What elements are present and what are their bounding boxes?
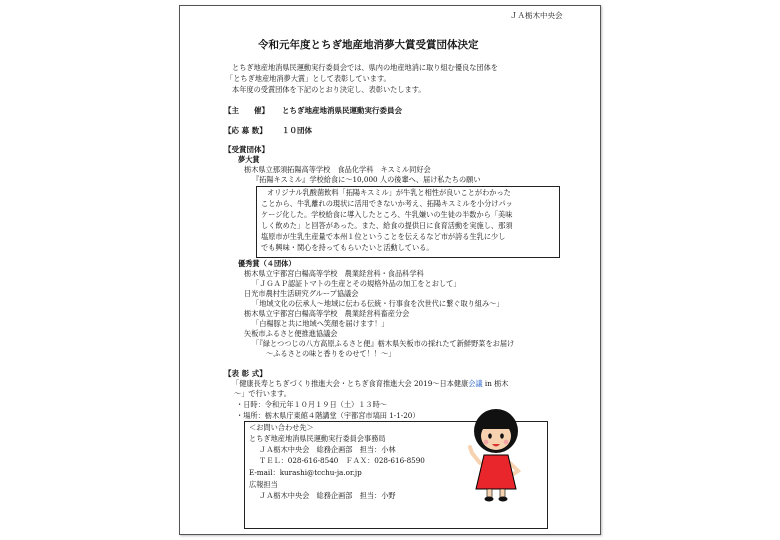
- girl-mascot-icon: [466, 403, 526, 503]
- document-page: [179, 5, 601, 535]
- grand-prize-school: 栃木県立那須拓陽高等学校 食品化学科 キスミル同好会: [244, 165, 431, 174]
- contact-email: E-mail：kurashi@tcchu-ja.or.jp: [249, 468, 362, 477]
- sponsor-label: 【主 催】: [224, 106, 269, 115]
- excellence-label: 優秀賞（４団体）: [238, 259, 296, 268]
- excellence-project: 「『緑とつつじの八方高原ふるさと便』栃木県矢板市の採れたて新鮮野菜をお届け: [252, 339, 515, 348]
- excellence-org: 矢板市ふるさと便推進協議会: [244, 329, 338, 338]
- ceremony-line-1-post: in 栃木: [482, 379, 509, 388]
- intro-line-1: とちぎ地産地消県民運動実行委員会では、県内の地産地消に取り組む優良な団体を: [232, 63, 498, 72]
- excellence-org: 栃木県立宇都宮白楊高等学校 農業経営科・食品科学科: [244, 269, 424, 278]
- intro-line-3: 本年度の受賞団体を下記のとおり決定し、表彰いたします。: [232, 85, 426, 94]
- excellence-org: 日光市農村生活研究グループ協議会: [244, 289, 359, 298]
- contact-pr: ＪＡ栃木中央会 総務企画部 担当：小野: [259, 491, 396, 500]
- page-title: 令和元年度とちぎ地産地消夢大賞受賞団体決定: [258, 39, 479, 51]
- description-line: でも興味・関心を持ってもらいたいと活動している。: [261, 243, 434, 252]
- ceremony-label: 【表 彰 式】: [224, 369, 267, 378]
- applicants-value: １０団体: [282, 126, 312, 135]
- description-line: しく飲めた」と回答があった。また、給食の提供日に食育活動を実施し、那須: [261, 221, 513, 230]
- grand-prize-project: 『拓陽キスミル』学校給食に〜10,000 人の後輩へ、届け私たちの願い: [252, 175, 481, 184]
- intro-line-2: 「とちぎ地産地消夢大賞」として表彰しています。: [226, 74, 391, 83]
- sponsor-value: とちぎ地産地消県民運動実行委員会: [282, 106, 402, 115]
- ceremony-place: ・場所：栃木県庁東館４階講堂（宇都宮市塙田 1-1-20）: [236, 411, 420, 420]
- contact-office: とちぎ地産地消県民運動実行委員会事務局: [249, 434, 386, 443]
- ceremony-line-1-pre: 「健康長寿とちぎづくり推進大会・とちぎ食育推進大会 2019〜日本健康: [232, 379, 469, 388]
- ceremony-line-1-highlight: 会議: [468, 379, 483, 388]
- header-org: ＪＡ栃木中央会: [510, 11, 563, 20]
- contact-heading: ＜お問い合わせ先＞: [249, 423, 314, 432]
- contact-dept: ＪＡ栃木中央会 総務企画部 担当：小林: [259, 445, 396, 454]
- ceremony-line-1: [232, 380, 508, 388]
- excellence-project-cont: 〜ふるさとの味と香りをのせて！！〜」: [266, 349, 396, 358]
- excellence-project: 「白楊豚と共に地域へ笑顔を届けます！」: [252, 319, 389, 328]
- description-line: 塩原市が生乳生産量で本州１位ということを伝えるなど市が誇る生乳に少し: [261, 232, 506, 241]
- description-line: ケージ化した。学校給食に導入したところ、牛乳嫌いの生徒の半数から「美味: [261, 210, 513, 219]
- excellence-project: 「地域文化の伝承人〜地域に伝わる伝統・行事食を次世代に繋ぐ取り組み〜」: [252, 299, 504, 308]
- grand-prize-label: 夢大賞: [238, 155, 260, 164]
- contact-pr-label: 広報担当: [249, 480, 278, 489]
- description-line: オリジナル乳酸菌飲料「拓陽キスミル」が牛乳と相性が良いことがわかった: [267, 188, 511, 197]
- winners-label: 【受賞団体】: [224, 145, 269, 154]
- contact-phone: ＴＥＬ：028-616-8540 ＦＡＸ：028-616-8590: [259, 456, 425, 465]
- description-line: ことから、牛乳離れの現状に活用できないか考え、拓陽キスミルを小分けパッ: [261, 199, 513, 208]
- ceremony-date: ・日時：令和元年１０月１９日（土）１３時〜: [236, 400, 387, 409]
- grand-prize-description-box: [256, 186, 560, 258]
- ceremony-line-2: 〜」で行います。: [234, 389, 291, 398]
- excellence-project: 「ＪＧＡＰ認証トマトの生産とその規格外品の加工をとおして」: [252, 279, 461, 288]
- excellence-org: 栃木県立宇都宮白楊高等学校 農業経営科畜産分会: [244, 309, 410, 318]
- applicants-label: 【応 募 数】: [224, 126, 267, 135]
